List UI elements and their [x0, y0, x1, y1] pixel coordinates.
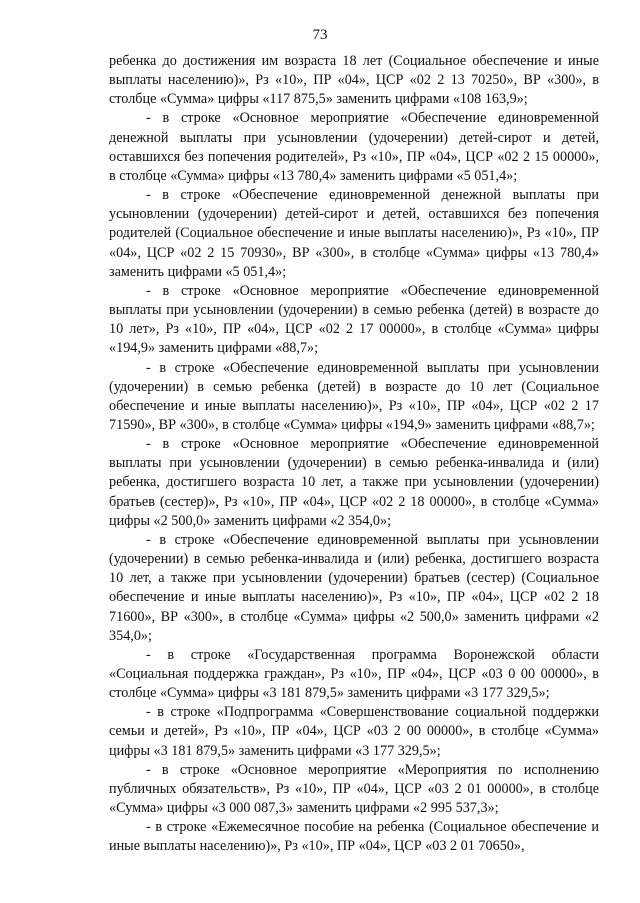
- paragraph-amendment: - в строке «Обеспечение единовременной денежной выплаты при усыновлении (удочерении) детей-сирот и детей, оставшихся без попечения родителей (Социальное обеспечение и иные выплаты населению)», Рз «10», ПР «04», ЦСР «02 2 15 70930», ВР «300», в столбце «Сумма» цифры «13 780,4» заменить цифрами «5 051,4»;: [109, 187, 599, 280]
- page-number: 73: [312, 27, 328, 43]
- paragraph-amendment: - в строке «Обеспечение единовременной выплаты при усыновлении (удочерении) в семью ребенка-инвалида и (или) ребенка, достигшего возраста 10 лет, а также при усыновлении (удочерении) братьев (сестер) (Социальное обеспечение и иные выплаты населению)», Рз «10», ПР «04», ЦСР «02 2 18 71600», ВР «300», в столбце «Сумма» цифры «2 500,0» заменить цифрами «2 354,0»;: [109, 531, 599, 644]
- paragraph-amendment: - в строке «Государственная программа Воронежской области «Социальная поддержка граждан», Рз «10», ПР «04», ЦСР «03 0 00 00000», в столбце «Сумма» цифры «3 181 879,5» заменить цифрами «3 177 329,5»;: [109, 646, 599, 702]
- paragraph-continuation: ребенка до достижения им возраста 18 лет (Социальное обеспечение и иные выплаты населению)», Рз «10», ПР «04», ЦСР «02 2 13 70250», ВР «300», в столбце «Сумма» цифры «117 875,5» заменить цифрами «108 163,9»;: [109, 53, 599, 108]
- paragraph-amendment: - в строке «Обеспечение единовременной выплаты при усыновлении (удочерении) в семью ребенка (детей) в возрасте до 10 лет (Социальное обеспечение и иные выплаты населению)», Рз «10», ПР «04», ЦСР «02 2 17 71590», ВР «300», в столбце «Сумма» цифры «194,9» заменить цифрами «88,7»;: [109, 359, 599, 433]
- paragraph-amendment: - в строке «Основное мероприятие «Мероприятия по исполнению публичных обязательств», Рз «10», ПР «04», ЦСР «03 2 01 00000», в столбце «Сумма» цифры «3 000 087,3» заменить цифрами «2 995 537,3»;: [109, 761, 599, 817]
- document-body: [109, 52, 599, 857]
- paragraph-amendment: - в строке «Основное мероприятие «Обеспечение единовременной выплаты при усыновлении (удочерении) в семью ребенка (детей) в возрасте до 10 лет», Рз «10», ПР «04», ЦСР «02 2 17 00000», в столбце «Сумма» цифры «194,9» заменить цифрами «88,7»;: [109, 282, 599, 357]
- paragraph-amendment: - в строке «Основное мероприятие «Обеспечение единовременной денежной выплаты при усыновлении (удочерении) детей-сирот и детей, оставшихся без попечения родителей», Рз «10», ПР «04», ЦСР «02 2 15 00000», в столбце «Сумма» цифры «13 780,4» заменить цифрами «5 051,4»;: [109, 110, 599, 184]
- paragraph-amendment: - в строке «Ежемесячное пособие на ребенка (Социальное обеспечение и иные выплаты населению)», Рз «10», ПР «04», ЦСР «03 2 01 70650»,: [109, 819, 599, 855]
- paragraph-amendment: - в строке «Подпрограмма «Совершенствование социальной поддержки семьи и детей», Рз «10», ПР «04», ЦСР «03 2 00 00000», в столбце «Сумма» цифры «3 181 879,5» заменить цифрами «3 177 329,5»;: [109, 704, 599, 759]
- paragraph-amendment: - в строке «Основное мероприятие «Обеспечение единовременной выплаты при усыновлении (удочерении) в семью ребенка-инвалида и (или) ребенка, достигшего возраста 10 лет, а также при усыновлении (удочерении) братьев (сестер)», Рз «10», ПР «04», ЦСР «02 2 18 00000», в столбце «Сумма» цифры «2 500,0» заменить цифрами «2 354,0»;: [109, 436, 599, 529]
